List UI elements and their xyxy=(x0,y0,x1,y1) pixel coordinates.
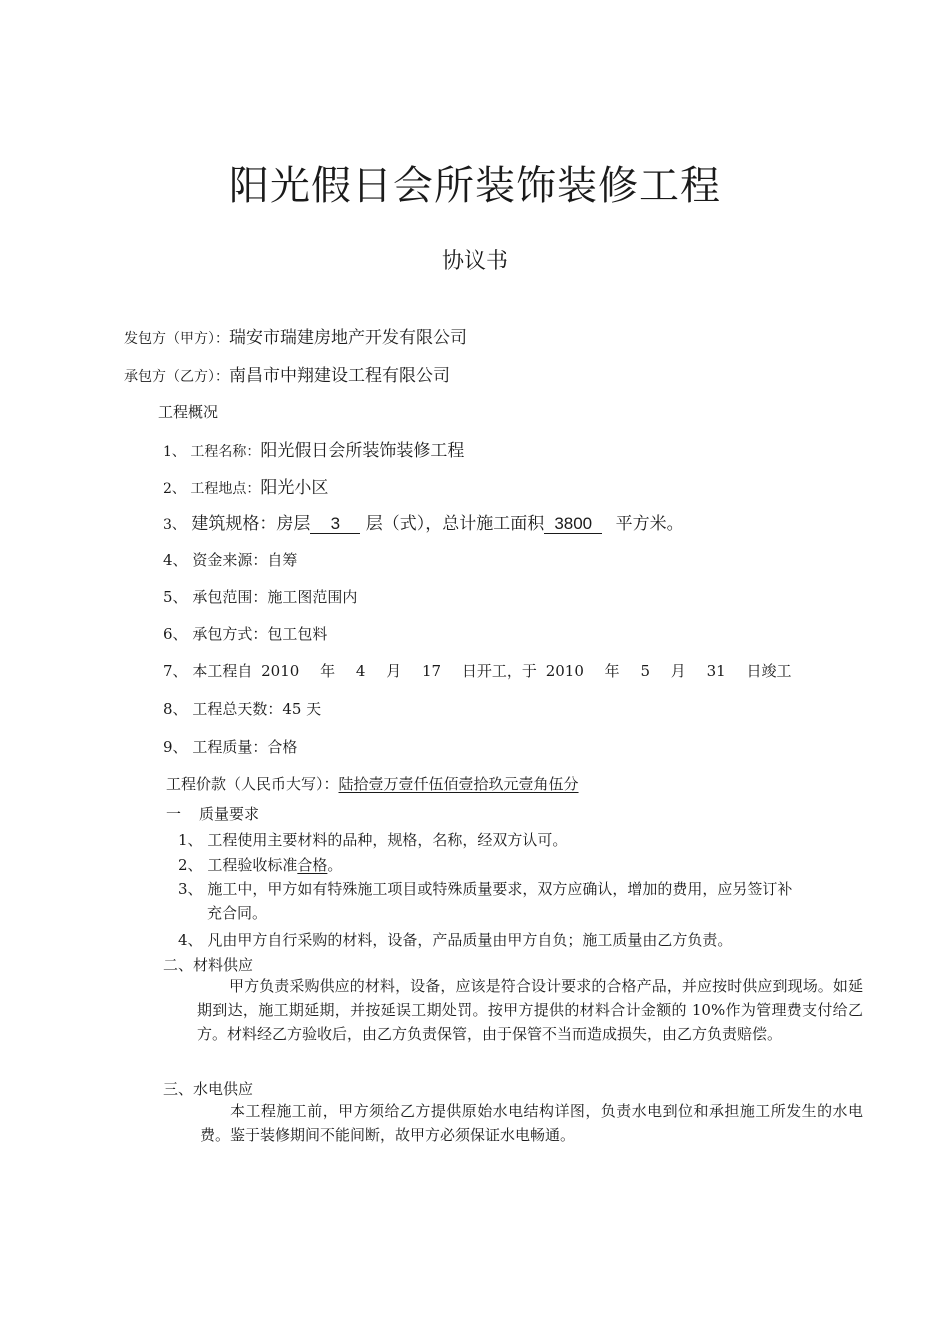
end-day-unit: 日竣工 xyxy=(746,662,792,680)
item-text: 工程验收标准 xyxy=(207,856,298,874)
party-a-value: 瑞安市瑞建房地产开发有限公司 xyxy=(229,328,467,348)
overview-heading: 工程概况 xyxy=(158,403,219,421)
section-3-body: 本工程施工前，甲方须给乙方提供原始水电结构详图，负责水电到位和承担施工所发生的水电费。鉴于装修期间不能间断，故甲方必须保证水电畅通。 xyxy=(200,1102,863,1144)
item-text: 承包方式：包工包料 xyxy=(192,625,328,643)
item-number: 4、 xyxy=(163,551,188,569)
section-number: 一 xyxy=(166,805,182,823)
item-text: 承包范围：施工图范围内 xyxy=(192,588,358,606)
item-number: 4、 xyxy=(178,931,203,949)
item-number: 7、 xyxy=(163,662,188,680)
overview-item-6 xyxy=(163,623,327,644)
party-b xyxy=(124,361,450,386)
item-number: 2、 xyxy=(163,481,186,497)
start-month: 4 xyxy=(355,662,366,680)
overview-item-4 xyxy=(163,549,297,570)
end-month-unit: 月 xyxy=(670,662,686,680)
item-number: 5、 xyxy=(163,588,188,606)
start-day-unit: 日开工，于 xyxy=(461,662,537,680)
price-value: 陆拾壹万壹仟伍佰壹拾玖元壹角伍分 xyxy=(338,775,579,793)
item-label: 工程地点： xyxy=(190,481,261,497)
item-number: 8、 xyxy=(163,700,188,718)
document-subtitle: 协议书 xyxy=(441,249,508,274)
acceptance-standard-value: 合格 xyxy=(297,856,328,874)
item-number: 1、 xyxy=(178,831,203,849)
party-a xyxy=(124,323,467,348)
start-day: 17 xyxy=(422,662,442,680)
overview-item-7 xyxy=(163,660,791,681)
price-label: 工程价款（人民币大写）： xyxy=(166,775,339,793)
party-a-label: 发包方（甲方）： xyxy=(124,331,229,347)
item-prefix: 本工程自 xyxy=(192,662,253,680)
item-number: 9、 xyxy=(163,738,188,756)
overview-item-2 xyxy=(163,473,328,498)
section-title: 质量要求 xyxy=(199,805,260,823)
project-location-value: 阳光小区 xyxy=(260,478,329,498)
party-b-value: 南昌市中翔建设工程有限公司 xyxy=(229,366,450,386)
section-1-item-3 xyxy=(178,878,792,899)
end-day: 31 xyxy=(706,662,726,680)
document-title: 阳光假日会所装饰装修工程 xyxy=(229,163,721,209)
section-1-item-3-cont: 充合同。 xyxy=(207,904,268,922)
overview-item-8 xyxy=(163,698,321,719)
section-1-item-1 xyxy=(178,829,567,850)
item-label: 建筑规格：房层 xyxy=(191,514,311,534)
item-text: 凡由甲方自行采购的材料，设备，产品质量由甲方自负；施工质量由乙方负责。 xyxy=(207,931,733,949)
overview-item-3 xyxy=(163,509,684,534)
item-text: 工程总天数：45 天 xyxy=(192,700,322,718)
item-mid: 层（式），总计施工面积 xyxy=(365,514,545,534)
item-number: 3、 xyxy=(163,517,186,533)
item-end: 。 xyxy=(327,856,343,874)
overview-item-5 xyxy=(163,586,357,607)
section-1-item-2 xyxy=(178,854,342,875)
item-text: 资金来源：自筹 xyxy=(192,551,298,569)
start-month-unit: 月 xyxy=(386,662,402,680)
end-year-unit: 年 xyxy=(604,662,620,680)
section-1-item-4 xyxy=(178,929,732,950)
contract-price xyxy=(166,773,579,794)
area-unit: 平方米。 xyxy=(615,514,684,534)
end-month: 5 xyxy=(640,662,650,680)
item-number: 6、 xyxy=(163,625,188,643)
floors-value: 3 xyxy=(310,515,360,534)
item-number: 1、 xyxy=(163,444,186,460)
section-2-heading: 二、材料供应 xyxy=(163,956,254,974)
item-number: 2、 xyxy=(178,856,203,874)
section-2-body: 甲方负责采购供应的材料，设备，应该是符合设计要求的合格产品，并应按时供应到现场。如延期到达，施工期延期，并按延误工期处罚。按甲方提供的材料合计金额的 10%作为管理费支付给乙方。材料经乙方验收后，由乙方负责保管，由于保管不当而造成损失，由乙方负责赔偿。 xyxy=(197,977,863,1043)
item-text: 工程质量：合格 xyxy=(192,738,298,756)
item-text-line-1: 施工中，甲方如有特殊施工项目或特殊质量要求，双方应确认，增加的费用，应另签订补 xyxy=(207,880,793,898)
item-label: 工程名称： xyxy=(190,444,261,460)
section-1-heading xyxy=(166,803,259,824)
section-3-heading: 三、水电供应 xyxy=(163,1080,254,1098)
start-year: 2010 xyxy=(261,662,300,680)
end-year: 2010 xyxy=(545,662,584,680)
overview-item-1 xyxy=(163,436,464,461)
party-b-label: 承包方（乙方）： xyxy=(124,369,229,385)
project-name-value: 阳光假日会所装饰装修工程 xyxy=(260,441,465,461)
start-year-unit: 年 xyxy=(320,662,336,680)
item-number: 3、 xyxy=(178,880,203,898)
item-text: 工程使用主要材料的品种，规格，名称，经双方认可。 xyxy=(207,831,568,849)
overview-item-9 xyxy=(163,736,297,757)
area-value: 3800 xyxy=(544,515,602,534)
